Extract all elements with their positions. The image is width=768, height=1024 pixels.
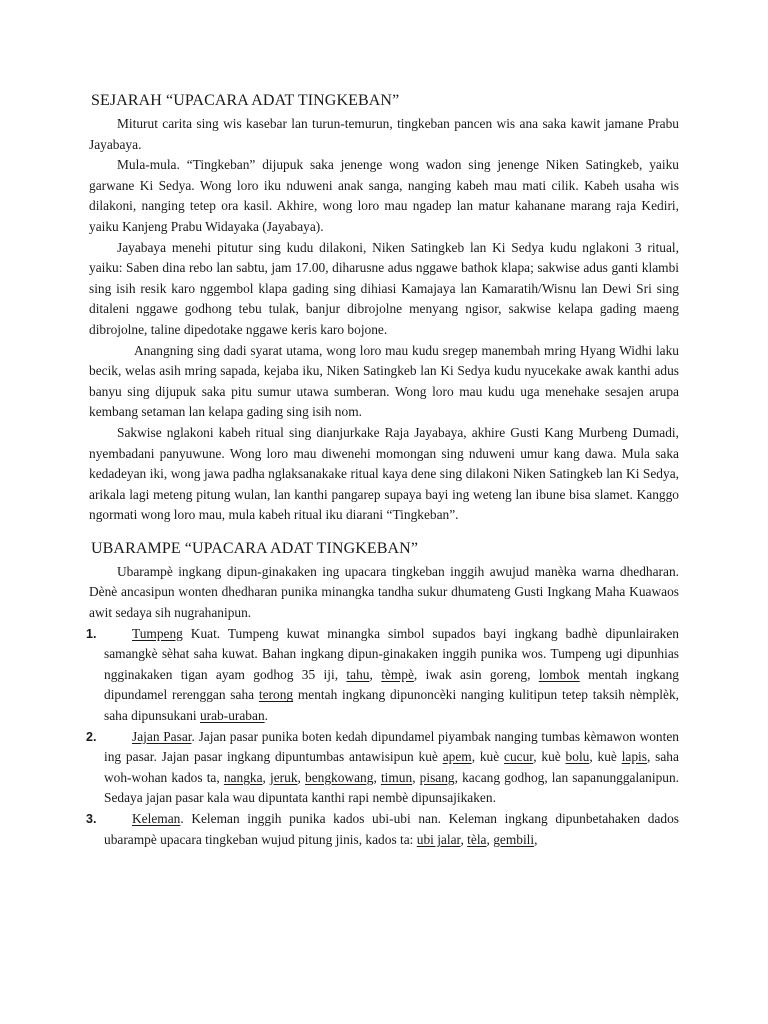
underlined-term: Jajan Pasar	[132, 728, 192, 744]
paragraph: Miturut carita sing wis kasebar lan turun-temurun, tingkeban pancen wis ana saka kawit jamane Prabu Jayabaya.	[89, 116, 679, 152]
underlined-term: tèla	[467, 831, 487, 847]
underlined-term: tèmpè	[381, 666, 414, 682]
underlined-term: lombok	[538, 666, 580, 682]
text-run: mentah ingkang dipundamel rerenggan saha	[104, 666, 680, 703]
underlined-term: urab-uraban	[199, 708, 265, 724]
list-item	[86, 727, 680, 809]
text-run: , kuè	[589, 749, 622, 765]
text-run: , saha woh-wohan kados ta,	[104, 749, 679, 785]
underlined-term: terong	[258, 687, 294, 703]
text-run: . Jajan pasar punika boten kedah dipundamel piyambak nanging tumbas kèmawon wonten ing pasar. Jajan pasar ingkang dipuntumbas antawisipun kuè	[104, 728, 679, 765]
text-run: , iwak asin goreng,	[413, 666, 539, 682]
underlined-term: lapis	[621, 749, 647, 765]
underlined-term: pisang	[419, 769, 455, 785]
list-item-text	[104, 727, 679, 809]
underlined-term: Tumpeng	[132, 625, 183, 641]
text-run: ,	[297, 769, 306, 785]
paragraph: Jayabaya menehi pitutur sing kudu dilakoni, Niken Satingkeb lan Ki Sedya kudu nglakoni 3 ritual, yaiku: Saben dina rebo lan sabtu, jam 17.00, diharusne adus nggawe bathok klapa; sakwise adus ganti klambi sing isih resik karo nggembol klapa gading sing dihiasi Kamajaya lan Kamaratih/Wisnu lan Dewi Sri sing ditaleni nggawe godhong tebu tulak, banjur dibrojolne menyang ngisor, sakwise kelapa gading maeng dibrojolne, taline dipedotake nggawe keris karo bojone.	[89, 239, 679, 337]
paragraph-intro: Ubarampè ingkang dipun-ginakaken ing upacara tingkeban inggih awujud manèka warna dhedharan. Dènè ancasipun wonten dhedharan punika minangka tandha sukur dhumateng Gusti Ingkang Maha Kuawaos awit sedaya sih nugrahanipun.	[89, 563, 679, 621]
underlined-term: Keleman	[132, 811, 181, 826]
text-run: ,	[534, 831, 538, 847]
underlined-term: timun	[380, 769, 413, 785]
list-item-text	[104, 809, 679, 850]
document-body	[86, 92, 680, 850]
text-run: ,	[373, 769, 381, 785]
underlined-term: cucur	[504, 749, 534, 765]
underlined-term: ubi jalar	[416, 831, 461, 847]
numbered-list	[86, 624, 680, 851]
section-title-sejarah: SEJARAH “UPACARA ADAT TINGKEBAN”	[91, 92, 400, 109]
underlined-term: bolu	[565, 749, 590, 765]
paragraph: Anangning sing dadi syarat utama, wong loro mau kudu sregep manembah mring Hyang Widhi laku becik, welas asih mring sapada, kejaba iku, Niken Satingkeb lan Ki Sedya kudu nyucekake awak kanthi adus banyu sing dijupuk saka pitu sumur utawa sumberan. Wong loro mau kudu uga menehake sesajen arupa kembang setaman lan kelapa gading sing isih nom.	[89, 342, 679, 420]
list-item-text	[104, 624, 679, 727]
text-run: ,	[460, 831, 468, 847]
text-run: mentah ingkang dipunoncèki nanging kulitipun tetep taksih nèmplèk, saha dipunsukani	[104, 687, 679, 724]
text-run: . Keleman inggih punika kados ubi-ubi nan. Keleman ingkang dipunbetahaken dados ubarampè upacara tingkeban wujud pitung jinis, kados ta:	[104, 811, 679, 847]
text-run: ,	[486, 831, 494, 847]
text-run: , kuè	[471, 749, 505, 765]
text-run: , kuè	[533, 749, 566, 765]
text-run: Kuat. Tumpeng kuwat minangka simbol supados bayi ingkang badhè dipunlairaken samangkè sèhat saha kuwat. Bahan ingkang dipun-ginakaken inggih punika wos. Tumpeng ugi dipunhias ngginakaken tigan ayam godhog 35 iji,	[104, 625, 679, 682]
underlined-term: bengkowang	[305, 769, 374, 785]
underlined-term: jeruk	[270, 769, 298, 785]
underlined-term: tahu	[346, 666, 370, 682]
underlined-term: apem	[442, 749, 472, 765]
text-run: , kacang godhog, lan sapanunggalanipun. Sedaya jajan pasar kala wau dipuntata kanthi rapi nembè dipunsajikaken.	[104, 769, 680, 806]
paragraph: Sakwise nglakoni kabeh ritual sing dianjurkake Raja Jayabaya, akhire Gusti Kang Murbeng Dumadi, nyembadani panyuwune. Wong loro mau diwenehi momongan sing nduweni umur kang dawa. Mula saka kedadeyan iki, wong jawa padha nglaksanakake ritual kaya dene sing dilakoni Niken Satingkeb lan Ki Sedya, arikala lagi meteng pitung wulan, lan kanthi pangarep supaya bayi ing weteng lan ibune bisa slamet. Kanggo ngormati wong loro mau, mula kabeh ritual iku diarani “Tingkeban”.	[89, 424, 679, 523]
underlined-term: nangka	[223, 769, 263, 785]
list-number: 2.	[86, 729, 97, 744]
underlined-term: gembili	[493, 831, 535, 847]
text-run: .	[264, 708, 268, 724]
paragraph: Mula-mula. “Tingkeban” dijupuk saka jenenge wong wadon sing jenenge Niken Satingkeb, yaiku garwane Ki Sedya. Wong loro iku nduweni anak sanga, nanging kabeh mau mati cilik. Kabeh usaha wis dilakoni, nanging tetep ora kasil. Akhire, wong loro mau ngadep lan matur kahanane marang raja Kediri, yaiku Kanjeng Prabu Widayaka (Jayabaya).	[89, 157, 679, 234]
text-run: ,	[369, 666, 382, 682]
text-run: ,	[412, 769, 420, 785]
list-item	[86, 809, 679, 850]
list-number: 3.	[86, 812, 97, 826]
text-run: ,	[262, 769, 271, 785]
section-title-ubarampe: UBARAMPE “UPACARA ADAT TINGKEBAN”	[91, 539, 419, 557]
list-number: 1.	[86, 626, 97, 641]
list-item	[86, 624, 680, 727]
